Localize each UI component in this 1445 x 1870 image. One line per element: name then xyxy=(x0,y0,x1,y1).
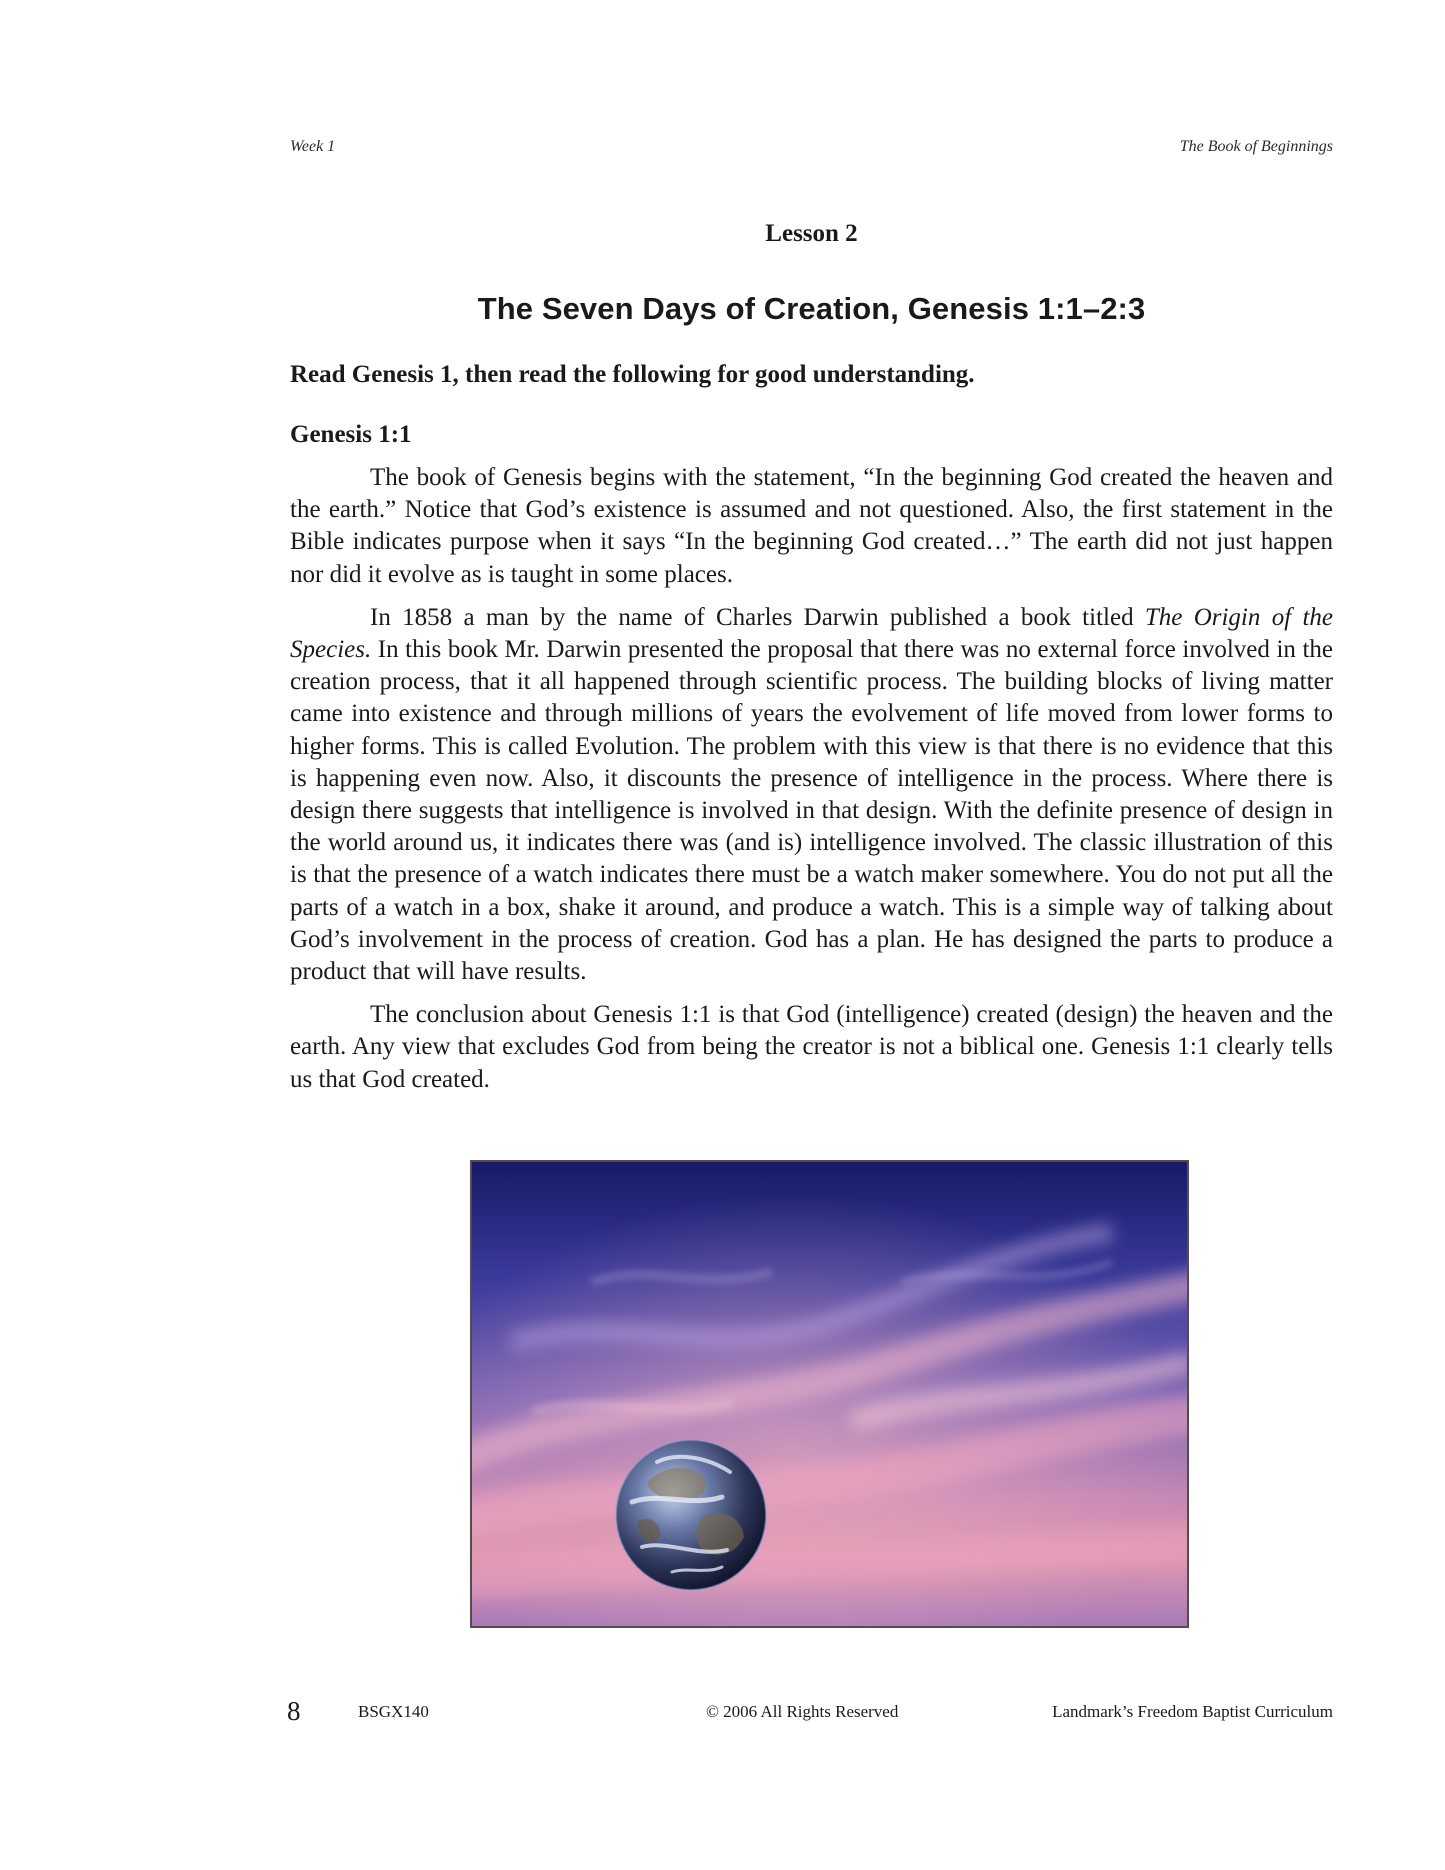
paragraph-3: The conclusion about Genesis 1:1 is that God (intelligence) created (design) the heaven and the earth. Any view that excludes God from being the creator is not a biblical one. Genesis 1:1 clearly tells us that God created. xyxy=(290,1001,1333,1093)
paragraph-2-lead: In 1858 a man by the name of Charles Darwin published a book titled xyxy=(370,603,1145,631)
reading-instruction: Read Genesis 1, then read the following for good understanding. xyxy=(290,361,975,388)
publisher-name: Landmark’s Freedom Baptist Curriculum xyxy=(1052,1702,1333,1721)
lesson-label: Lesson 2 xyxy=(765,220,858,247)
paragraph-2 xyxy=(290,602,1333,988)
paragraph-1: The book of Genesis begins with the statement, “In the beginning God created the heaven and the earth.” Notice that God’s existence is assumed and not questioned. Also, the first statement in the Bible indicates purpose when it says “In the beginning God created…” The earth did not just happen nor did it evolve as is taught in some places. xyxy=(290,464,1333,588)
section-heading: Genesis 1:1 xyxy=(290,421,412,448)
body-text xyxy=(290,462,1333,1096)
book-title: The Origin of the Species. xyxy=(290,603,1333,664)
page-number: 8 xyxy=(287,1696,301,1726)
paragraph-2-rest: In this book Mr. Darwin presented the proposal that there was no external force involved in the creation process, that it all happened through scientific process. The building blocks of living matter came into existence and through millions of years the evolvement of life moved from lower forms to higher forms. This is called Evolution. The problem with this view is that there is no evidence that this is happening even now. Also, it discounts the presence of intelligence in the process. Where there is design there suggests that intelligence is involved in that design. With the definite presence of design in the world around us, it indicates there was (and is) intelligence involved. The classic illustration of this is that the presence of a watch indicates there must be a watch maker somewhere. You do not put all the parts of a watch in a box, shake it around, and produce a watch. This is a simple way of talking about God’s involvement in the process of creation. God has a plan. He has designed the parts to produce a product that will have results. xyxy=(290,636,1333,986)
page-title: The Seven Days of Creation, Genesis 1:1–2:3 xyxy=(477,291,1146,326)
course-code: BSGX140 xyxy=(358,1702,429,1721)
running-head-right: The Book of Beginnings xyxy=(1179,138,1333,155)
running-head-left: Week 1 xyxy=(290,138,336,155)
earth-in-sky-image xyxy=(470,1160,1189,1628)
earth-globe xyxy=(616,1440,766,1590)
earth-sky-illustration xyxy=(472,1162,1187,1626)
copyright-notice: © 2006 All Rights Reserved xyxy=(706,1702,899,1721)
